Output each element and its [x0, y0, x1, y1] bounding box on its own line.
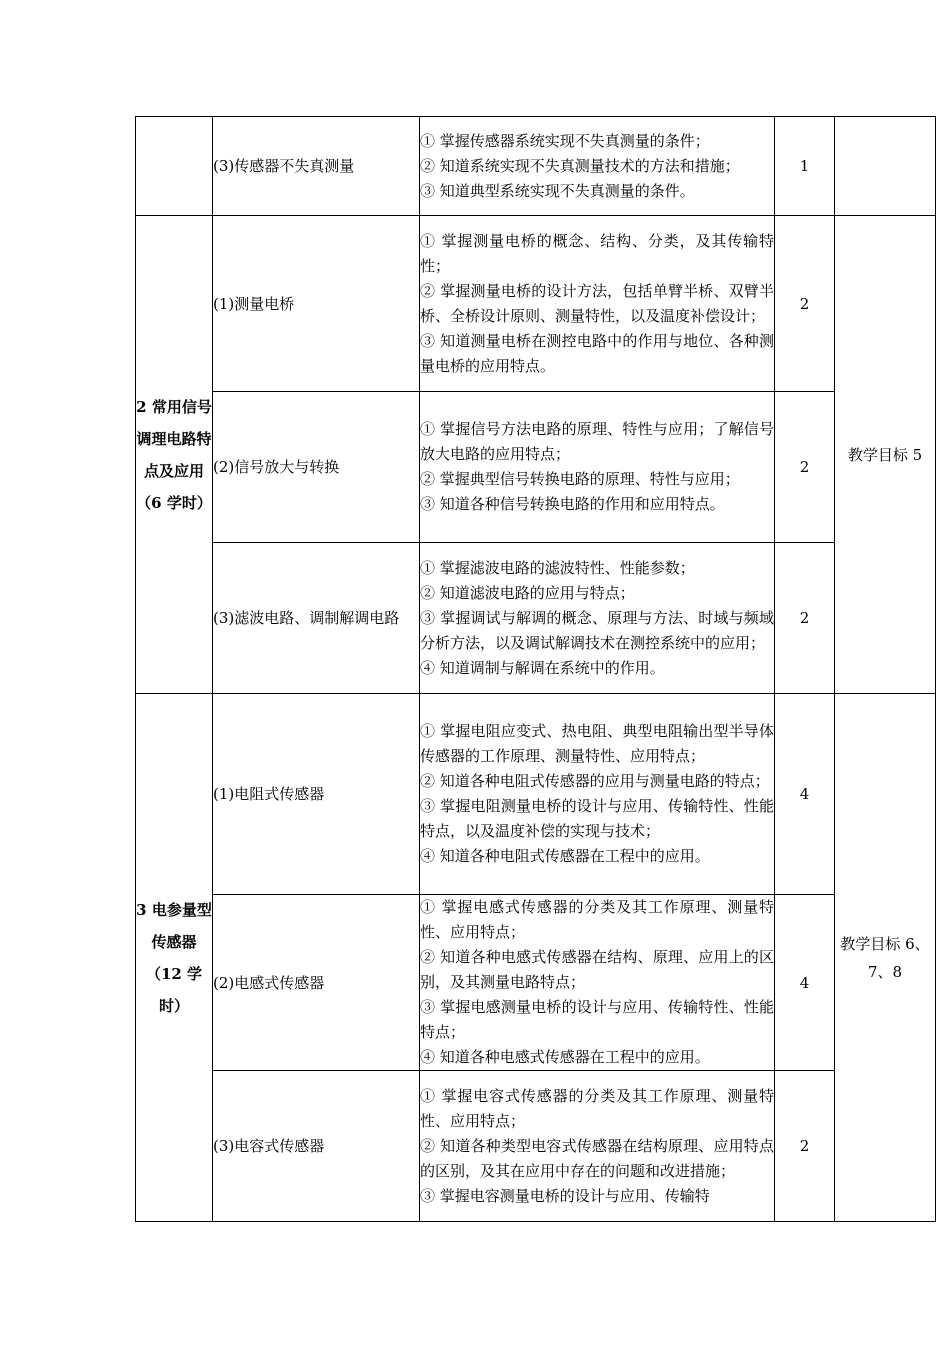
requirement-item: ③ 知道测量电桥在测控电路中的作用与地位、各种测量电桥的应用特点。 — [420, 331, 774, 375]
topic-name: (3)滤波电路、调制解调电路 — [213, 543, 420, 694]
syllabus-page — [135, 116, 935, 1222]
hours-cell: 4 — [775, 895, 835, 1071]
topic-name: (2)信号放大与转换 — [213, 392, 420, 543]
goal-cell: 教学目标 6、7、8 — [835, 694, 936, 1222]
goal-cell — [835, 117, 936, 216]
topic-name: (3)电容式传感器 — [213, 1071, 420, 1222]
requirements-cell — [420, 117, 775, 216]
hours-cell: 2 — [775, 216, 835, 392]
requirements-cell — [420, 694, 775, 895]
requirement-item: ③ 掌握调试与解调的概念、原理与方法、时域与频域分析方法，以及调试解调技术在测控系统中的应用； — [420, 608, 774, 652]
requirement-item: ① 掌握传感器系统实现不失真测量的条件； — [420, 131, 710, 150]
requirement-item: ② 知道系统实现不失真测量技术的方法和措施； — [420, 156, 740, 175]
hours-cell: 4 — [775, 694, 835, 895]
requirement-item: ① 掌握信号方法电路的原理、特性与应用；了解信号放大电路的应用特点； — [420, 420, 774, 463]
requirement-item: ② 掌握测量电桥的设计方法，包括单臂半桥、双臂半桥、全桥设计原则、测量特性，以及温度补偿设计； — [420, 281, 774, 325]
hours-cell: 2 — [775, 392, 835, 543]
requirement-item: ② 掌握典型信号转换电路的原理、特性与应用； — [420, 470, 740, 488]
table-row — [136, 117, 936, 216]
requirement-item: ① 掌握滤波电路的滤波特性、性能参数； — [420, 558, 695, 577]
requirement-item: ② 知道各种电阻式传感器的应用与测量电路的特点； — [420, 772, 770, 790]
requirements-cell — [420, 543, 775, 694]
requirement-item: ① 掌握电容式传感器的分类及其工作原理、测量特性、应用特点； — [420, 1086, 774, 1130]
requirements-cell — [420, 1071, 775, 1222]
requirement-item: ③ 知道典型系统实现不失真测量的条件。 — [420, 181, 695, 200]
requirement-item: ② 知道各种电感式传感器在结构、原理、应用上的区别，及其测量电路特点； — [420, 948, 774, 991]
topic-name: (1)测量电桥 — [213, 216, 420, 392]
requirement-item: ④ 知道各种电阻式传感器在工程中的应用。 — [420, 847, 710, 865]
syllabus-table — [135, 116, 936, 1222]
table-row — [136, 392, 936, 543]
requirements-cell — [420, 895, 775, 1071]
goal-cell: 教学目标 5 — [835, 216, 936, 694]
topic-name: (3)传感器不失真测量 — [213, 117, 420, 216]
requirement-item: ② 知道滤波电路的应用与特点； — [420, 583, 635, 602]
topic-name: (2)电感式传感器 — [213, 895, 420, 1071]
table-row — [136, 543, 936, 694]
requirements-cell — [420, 216, 775, 392]
requirement-item: ④ 知道调制与解调在系统中的作用。 — [420, 658, 665, 677]
hours-cell: 2 — [775, 543, 835, 694]
requirements-cell — [420, 392, 775, 543]
chapter-cell — [136, 117, 213, 216]
requirement-item: ② 知道各种类型电容式传感器在结构原理、应用特点的区别，及其在应用中存在的问题和改进措施； — [420, 1136, 774, 1180]
hours-cell: 2 — [775, 1071, 835, 1222]
requirement-item: ① 掌握电感式传感器的分类及其工作原理、测量特性、应用特点； — [420, 898, 774, 941]
chapter-cell: 2 常用信号调理电路特点及应用（6 学时） — [136, 216, 213, 694]
requirement-item: ③ 知道各种信号转换电路的作用和应用特点。 — [420, 495, 725, 513]
hours-cell: 1 — [775, 117, 835, 216]
table-row — [136, 694, 936, 895]
requirement-item: ① 掌握测量电桥的概念、结构、分类，及其传输特性； — [420, 231, 774, 275]
requirement-item: ③ 掌握电感测量电桥的设计与应用、传输特性、性能特点； — [420, 998, 774, 1041]
requirement-item: ④ 知道各种电感式传感器在工程中的应用。 — [420, 1048, 710, 1066]
topic-name: (1)电阻式传感器 — [213, 694, 420, 895]
requirement-item: ③ 掌握电阻测量电桥的设计与应用、传输特性、性能特点，以及温度补偿的实现与技术； — [420, 797, 774, 840]
requirement-item: ① 掌握电阻应变式、热电阻、典型电阻输出型半导体传感器的工作原理、测量特性、应用特点； — [420, 722, 774, 765]
requirement-item: ③ 掌握电容测量电桥的设计与应用、传输特 — [420, 1186, 710, 1205]
table-row — [136, 895, 936, 1071]
table-row — [136, 1071, 936, 1222]
table-row — [136, 216, 936, 392]
chapter-cell: 3 电参量型传感器（12 学时） — [136, 694, 213, 1222]
